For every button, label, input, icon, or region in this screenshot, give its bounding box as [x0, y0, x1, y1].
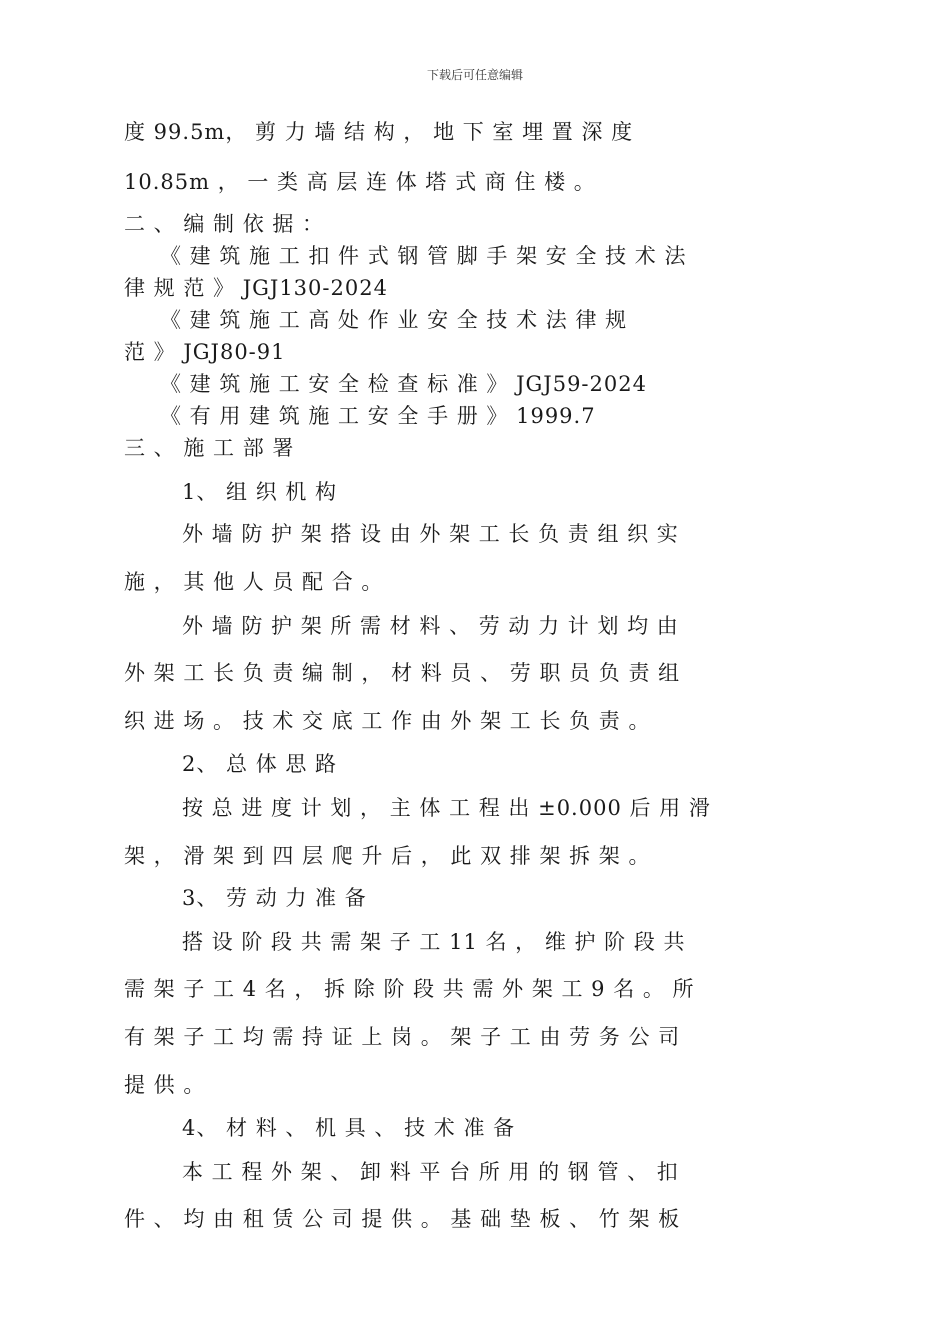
subsection-heading: 4、 材 料 、 机 具 、 技 术 准 备: [182, 1116, 516, 1140]
subsection-heading: 2、 总 体 思 路: [182, 752, 338, 776]
reference-line: 《 建 筑 施 工 高 处 作 业 安 全 技 术 法 律 规: [160, 308, 628, 332]
body-line: 施 ， 其 他 人 员 配 合 。: [124, 570, 384, 594]
section-heading: 三 、 施 工 部 署: [124, 436, 295, 460]
body-line: 本 工 程 外 架 、 卸 料 平 台 所 用 的 钢 管 、 扣: [182, 1160, 679, 1184]
reference-line: 律 规 范 》 JGJ130-2024: [124, 276, 388, 300]
reference-line: 《 建 筑 施 工 安 全 检 查 标 准 》 JGJ59-2024: [160, 372, 647, 396]
body-line: 织 进 场 。 技 术 交 底 工 作 由 外 架 工 长 负 责 。: [124, 709, 651, 733]
body-line: 件 、 均 由 租 赁 公 司 提 供 。 基 础 垫 板 、 竹 架 板: [124, 1207, 681, 1231]
body-line: 10.85m ， 一 类 高 层 连 体 塔 式 商 住 楼 。: [124, 170, 596, 194]
body-line: 按 总 进 度 计 划 ， 主 体 工 程 出 ±0.000 后 用 滑: [182, 796, 711, 820]
page-header: 下载后可任意编辑: [426, 68, 523, 82]
reference-line: 范 》 JGJ80-91: [124, 340, 286, 364]
reference-line: 《 建 筑 施 工 扣 件 式 钢 管 脚 手 架 安 全 技 术 法: [160, 244, 687, 268]
subsection-heading: 1、 组 织 机 构: [182, 480, 338, 504]
body-line: 搭 设 阶 段 共 需 架 子 工 11 名 ， 维 护 阶 段 共: [182, 930, 686, 954]
body-line: 有 架 子 工 均 需 持 证 上 岗 。 架 子 工 由 劳 务 公 司: [124, 1025, 681, 1049]
body-line: 外 墙 防 护 架 所 需 材 料 、 劳 动 力 计 划 均 由: [182, 614, 679, 638]
body-line: 外 架 工 长 负 责 编 制 ， 材 料 员 、 劳 职 员 负 责 组: [124, 661, 681, 685]
reference-line: 《 有 用 建 筑 施 工 安 全 手 册 》 1999.7: [160, 404, 596, 428]
body-line: 度 99.5m， 剪 力 墙 结 构 ， 地 下 室 埋 置 深 度: [124, 120, 634, 144]
body-line: 外 墙 防 护 架 搭 设 由 外 架 工 长 负 责 组 织 实: [182, 522, 679, 546]
body-line: 需 架 子 工 4 名 ， 拆 除 阶 段 共 需 外 架 工 9 名 。 所: [124, 977, 695, 1001]
body-line: 提 供 。: [124, 1073, 206, 1097]
body-line: 架 ， 滑 架 到 四 层 爬 升 后 ， 此 双 排 架 拆 架 。: [124, 844, 651, 868]
section-heading: 二 、 编 制 依 据 ：: [124, 212, 325, 236]
subsection-heading: 3、 劳 动 力 准 备: [182, 886, 367, 910]
